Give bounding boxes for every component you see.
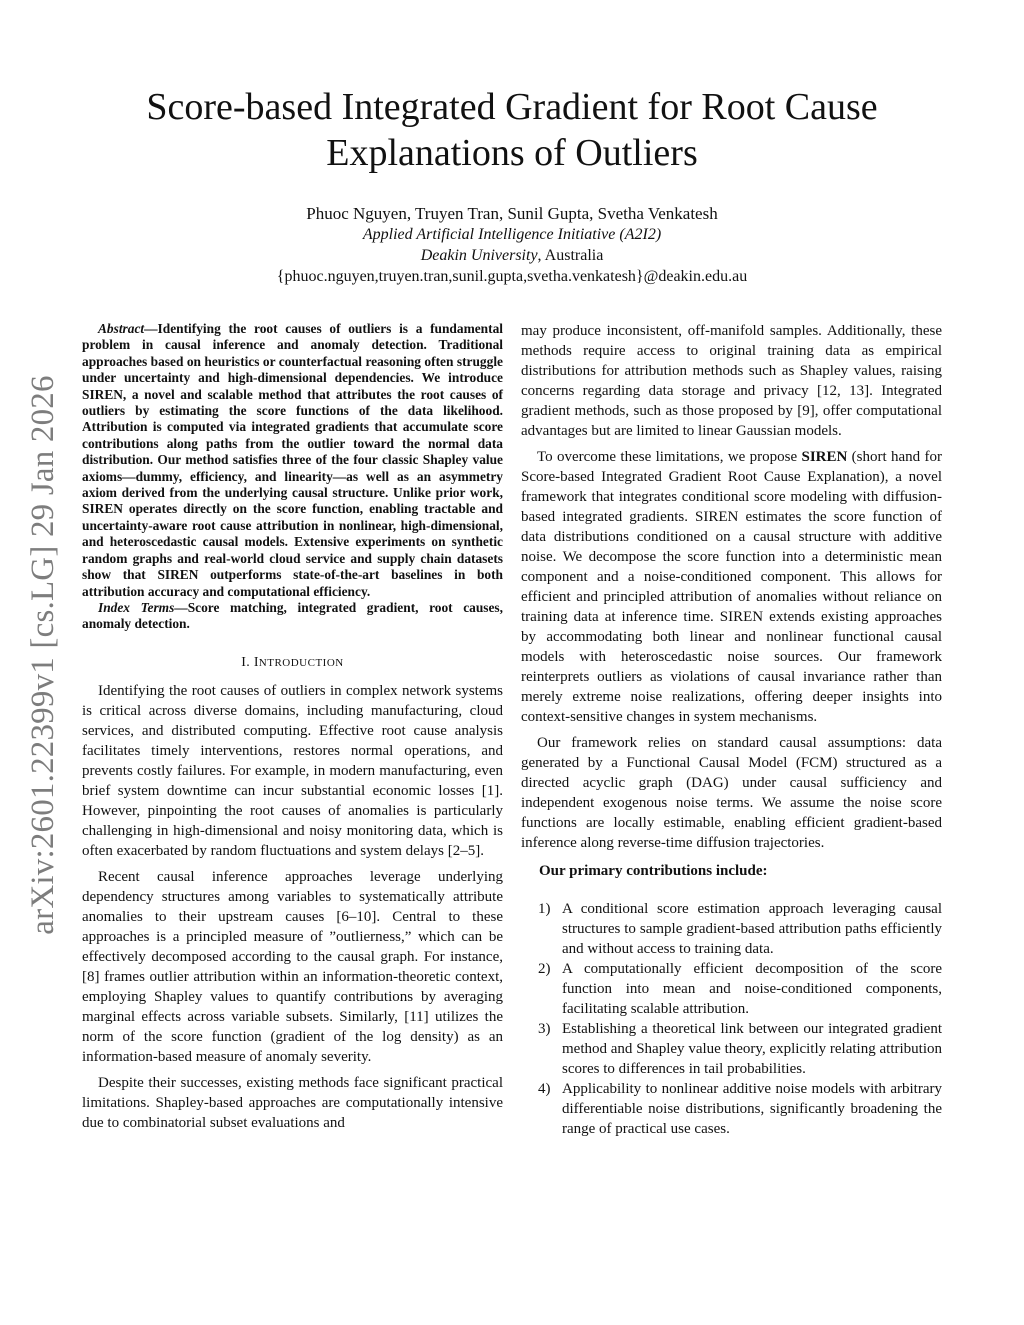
contributions-heading: Our primary contributions include: [539,863,768,879]
intro-paragraph-2: Recent causal inference approaches leverage underlying dependency structures among variables to systematically attribute anomalies to their upstream causes [6–10]. Central to these approaches is a principled measure of ”outlierness,” which can be effectively decomposed according to the causal graph. For instance, [8] frames outlier attribution within an information-theoretic context, employing Shapley values to quantify contributions by averaging marginal effects across variable subsets. Similarly, [11] utilizes the norm of the score function (gradient of the log density) as an information-based measure of anomaly severity. [82,868,503,1065]
list-item-number: 1) [538,901,551,917]
author-emails: {phuoc.nguyen,truyen.tran,sunil.gupta,svetha.venkatesh}@deakin.edu.au [276,268,748,285]
abstract [82,321,503,600]
paper-title [80,84,944,176]
affiliation-institute: Applied Artificial Intelligence Initiative (A2I2) [362,226,662,243]
author-names: Phuoc Nguyen, Truyen Tran, Sunil Gupta, Svetha Venkatesh [306,204,718,223]
university-country: , Australia [537,247,604,264]
list-item [521,899,942,959]
right-column [521,321,942,1139]
intro-paragraph-1: Identifying the root causes of outliers in complex network systems is critical across diverse domains, including manufacturing, cloud services, and distributed computing. Effective root cause analysis facilitates timely interventions, restores normal operations, and prevents costly failures. For example, in modern manufacturing, even brief system downtime can incur substantial economic losses [1]. However, pinpointing the root causes of anomalies is particularly challenging in high-dimensional and noisy monitoring data, which is often exacerbated by random fluctuations and system delays [2–5]. [82,682,503,859]
abstract-text: —Identifying the root causes of outliers is a fundamental problem in causal inference and anomaly detection. Traditional approaches based on heuristics or counterfactual reasoning often struggle under uncertainty and high-dimensional dependencies. We introduce SIREN, a novel and scalable method that attributes the root causes of outliers by estimating the score functions of the data likelihood. Attribution is computed via integrated gradients that accumulate score contributions along paths from the outlier toward the normal data distribution. Our method satisfies three of the four classic Shapley value axioms—dummy, efficiency, and linearity—as well as an asymmetry axiom derived from the underlying causal structure. Unlike prior work, SIREN operates directly on the score function, enabling tractable and uncertainty-aware root cause attribution in nonlinear, high-dimensional, and heteroscedastic causal models. Extensive experiments on synthetic random graphs and real-world cloud service and supply chain datasets show that SIREN outperforms state-of-the-art baselines in both attribution accuracy and computational efficiency. [82,321,503,599]
author-block [100,203,924,287]
affiliation-university [100,245,924,266]
intro-paragraph-3: Despite their successes, existing methods face significant practical limitations. Shapley-based approaches are computationally intensive due to combinatorial subset evaluations and [82,1074,503,1131]
right-paragraph-2 [521,447,942,727]
index-terms-text: —Score matching, integrated gradient, root causes, anomaly detection. [82,599,503,632]
section-initial: I [253,654,259,670]
right-paragraph-1: may produce inconsistent, off-manifold samples. Additionally, these methods require access to original training data as empirical distributions for attribution methods such as Shapley values, raising concerns regarding data storage and privacy [12, 13]. Integrated gradient methods, such as those proposed by [9], offer computational advantages but are limited to linear Gaussian models. [521,323,942,439]
university-name: Deakin University [420,247,538,264]
index-terms-label: Index Terms [98,599,175,615]
list-item-text: Establishing a theoretical link between our integrated gradient method and Shapley value theory, explicitly relating attribution scores to differences in tail probabilities. [562,1021,942,1077]
list-item [521,1079,942,1139]
list-item-number: 2) [538,961,551,977]
title-line-2: Explanations of Outliers [326,132,698,174]
list-item-number: 3) [538,1021,551,1037]
siren-name: SIREN [801,449,848,465]
list-item-text: A computationally efficient decomposition of the score function into mean and noise-conditioned components, facilitating scalable attribution. [562,961,942,1017]
right-paragraph-3: Our framework relies on standard causal assumptions: data generated by a Functional Causal Model (FCM) structured as a directed acyclic graph (DAG) under causal sufficiency and independent exogenous noise terms. We assume the noise score functions are locally estimable, enabling efficient gradient-based inference along reverse-time diffusion trajectories. [521,735,942,851]
abstract-label: Abstract [98,321,145,336]
right-paragraph-2-start: To overcome these limitations, we propose [537,449,802,465]
index-terms [82,600,503,633]
list-item [521,959,942,1019]
list-item [521,1019,942,1079]
contributions-list [521,899,942,1139]
section-numeral: I. [241,654,254,670]
section-heading-introduction [82,655,503,671]
left-column [82,321,503,1139]
list-item-text: Applicability to nonlinear additive noise models with arbitrary differentiable noise distributions, significantly broadening the range of practical use cases. [562,1081,942,1137]
arxiv-identifier: arXiv:2601.22399v1 [cs.LG] 29 Jan 2026 [25,375,61,935]
title-line-1: Score-based Integrated Gradient for Root Cause [146,86,878,128]
right-paragraph-2-rest: (short hand for Score-based Integrated Gradient Root Cause Explanation), a novel framework that integrates conditional score modeling with diffusion-based integrated gradients. SIREN estimates the score function of data distributions conditioned on a causal structure with additive noise. We decompose the score function into a deterministic mean component and a noise-conditioned component. This allows for efficient and principled attribution of anomalies without reliance on training data at inference time. SIREN extends existing approaches by accommodating both linear and nonlinear functional causal models with heteroscedastic noise sources. Our framework reinterprets outliers as violations of causal invariance rather than merely extreme noise realizations, offering deeper insights into context-sensitive changes in system mechanisms. [521,449,942,725]
list-item-text: A conditional score estimation approach leveraging causal structures to sample gradient-based attribution paths efficiently and without access to training data. [562,901,942,957]
list-item-number: 4) [538,1081,551,1097]
section-title-rest: NTRODUCTION [258,656,344,669]
